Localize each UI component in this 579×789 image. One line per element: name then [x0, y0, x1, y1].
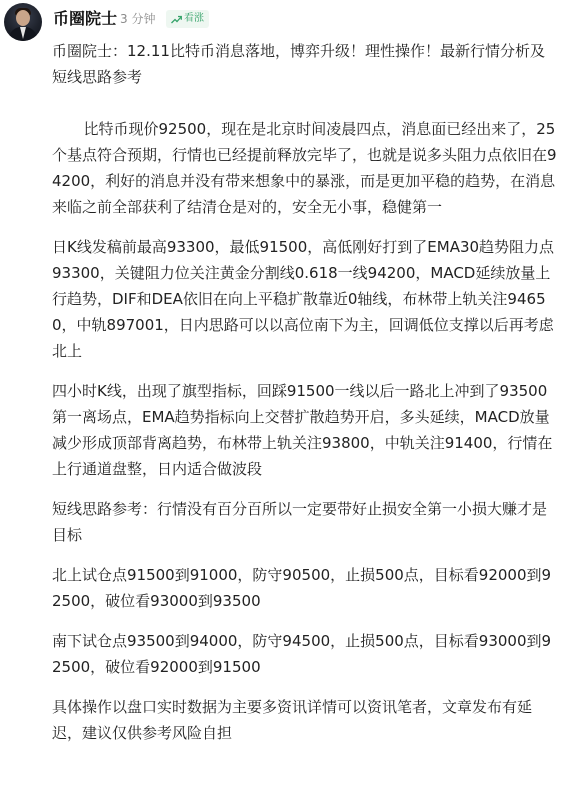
post-content	[52, 38, 557, 746]
author-name[interactable]: 币圈院士	[53, 9, 118, 28]
post-paragraph: 日K线发稿前最高93300，最低91500，高低刚好打到了EMA30趋势阻力点93300，关键阻力位关注黄金分割线0.618一线94200，MACD延续放量上行趋势，DIF和DEA依旧在向上平稳扩散靠近0轴线，布林带上轨关注94650，中轨897001，日内思路可以以高位南下为主，回调低位支撑以后再考虑北上	[52, 238, 555, 360]
post-paragraph: 比特币现价92500，现在是北京时间凌晨四点，消息面已经出来了，25个基点符合预期，行情也已经提前释放完毕了，也就是说多头阻力点依旧在94200，利好的消息并没有带来想象中的暴涨，而是更加平稳的趋势，在消息来临之前全部获利了结清仓是对的，安全无小事，稳健第一	[52, 120, 557, 216]
post-paragraph: 北上试仓点91500到91000，防守90500，止损500点，目标看92000到92500，破位看93000到93500	[52, 566, 552, 610]
sentiment-label: 看涨	[184, 13, 204, 24]
sentiment-badge	[166, 10, 209, 28]
post-paragraph: 短线思路参考：行情没有百分百所以一定要带好止损安全第一小损大赚才是目标	[52, 500, 548, 544]
post-paragraph: 南下试仓点93500到94000，防守94500，止损500点，目标看93000到92500，破位看92000到91500	[52, 632, 552, 676]
avatar[interactable]	[4, 3, 42, 41]
post-paragraph: 四小时K线，出现了旗型指标，回踩91500一线以后一路北上冲到了93500第一离场点，EMA趋势指标向上交替扩散趋势开启，多头延续，MACD放量减少形成顶部背离趋势，布林带上轨关注93800，中轨关注91400，行情在上行通道盘整，日内适合做波段	[52, 382, 553, 478]
post-paragraph: 具体操作以盘口实时数据为主要多资讯详情可以资讯笔者，文章发布有延迟，建议仅供参考风险自担	[52, 698, 533, 742]
post-time: 3 分钟	[120, 12, 156, 26]
post-title: 币圈院士：12.11比特币消息落地，博弈升级！理性操作！最新行情分析及短线思路参考	[52, 42, 545, 86]
trend-up-icon	[171, 15, 182, 24]
